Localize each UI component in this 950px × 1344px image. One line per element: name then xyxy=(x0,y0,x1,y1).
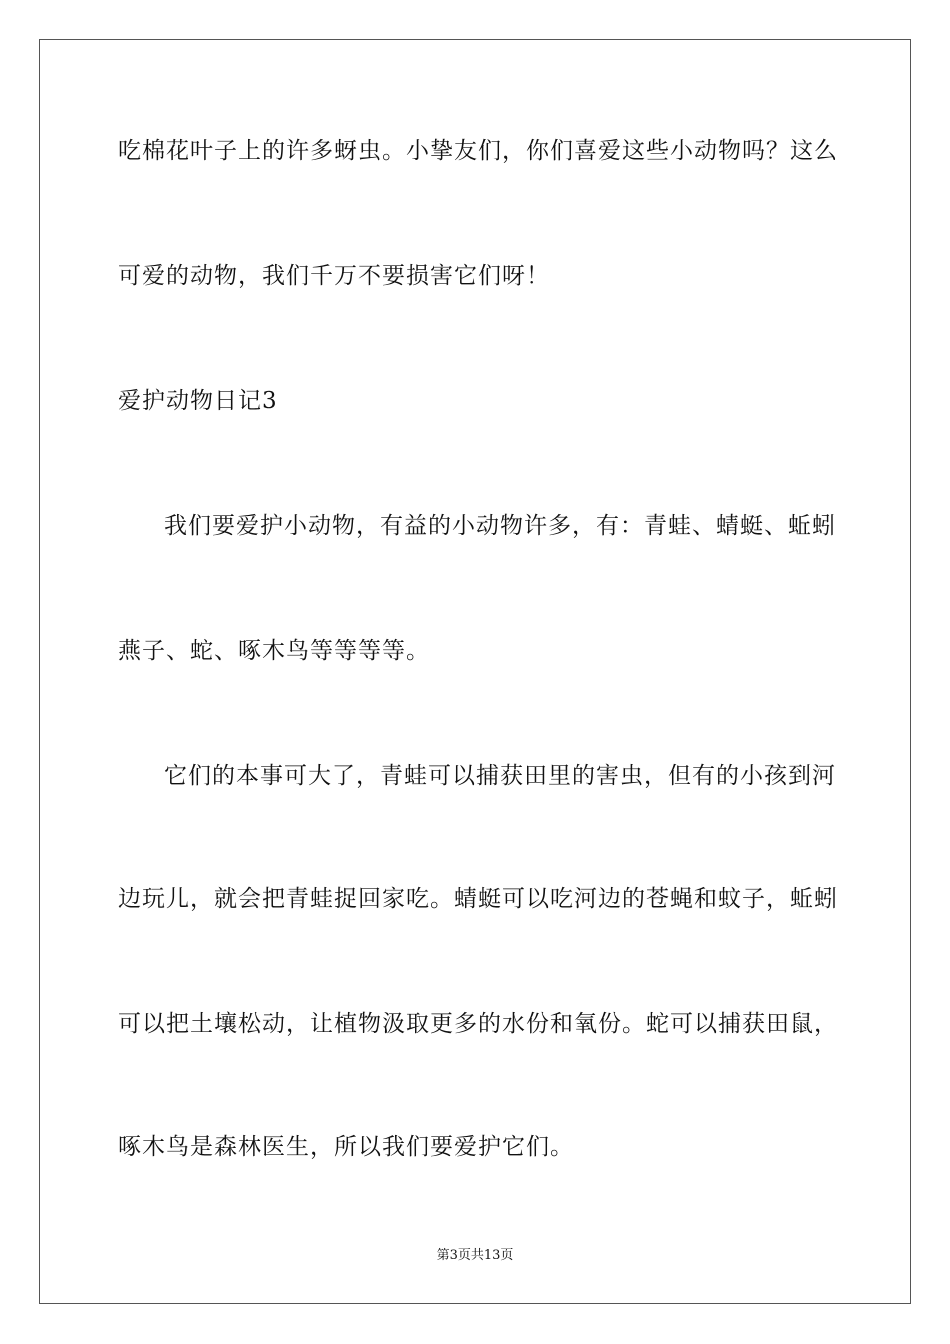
paragraph-3-line-1: 它们的本事可大了，青蛙可以捕获田里的害虫，但有的小孩到河 xyxy=(164,763,836,789)
paragraph-1-line-2: 可爱的动物，我们千万不要损害它们呀！ xyxy=(118,263,550,289)
paragraph-2-line-1: 我们要爱护小动物，有益的小动物许多，有：青蛙、蜻蜓、蚯蚓 xyxy=(164,513,836,539)
page-number: 第3页 xyxy=(436,1248,471,1263)
page-footer xyxy=(0,1247,950,1265)
paragraph-3-line-2: 边玩儿，就会把青蛙捉回家吃。蜻蜓可以吃河边的苍蝇和蚊子，蚯蚓 xyxy=(118,886,838,912)
paragraph-3-line-3: 可以把土壤松动，让植物汲取更多的水份和氧份。蛇可以捕获田鼠， xyxy=(118,1011,838,1037)
paragraph-3-line-4: 啄木鸟是森林医生，所以我们要爱护它们。 xyxy=(118,1134,574,1160)
page-total: 共13页 xyxy=(470,1248,514,1263)
page-frame xyxy=(39,39,911,1304)
section-heading: 爱护动物日记3 xyxy=(118,388,278,414)
paragraph-2-line-2: 燕子、蛇、啄木鸟等等等等。 xyxy=(118,638,430,664)
paragraph-1-line-1: 吃棉花叶子上的许多蚜虫。小挚友们，你们喜爱这些小动物吗？这么 xyxy=(118,138,838,164)
